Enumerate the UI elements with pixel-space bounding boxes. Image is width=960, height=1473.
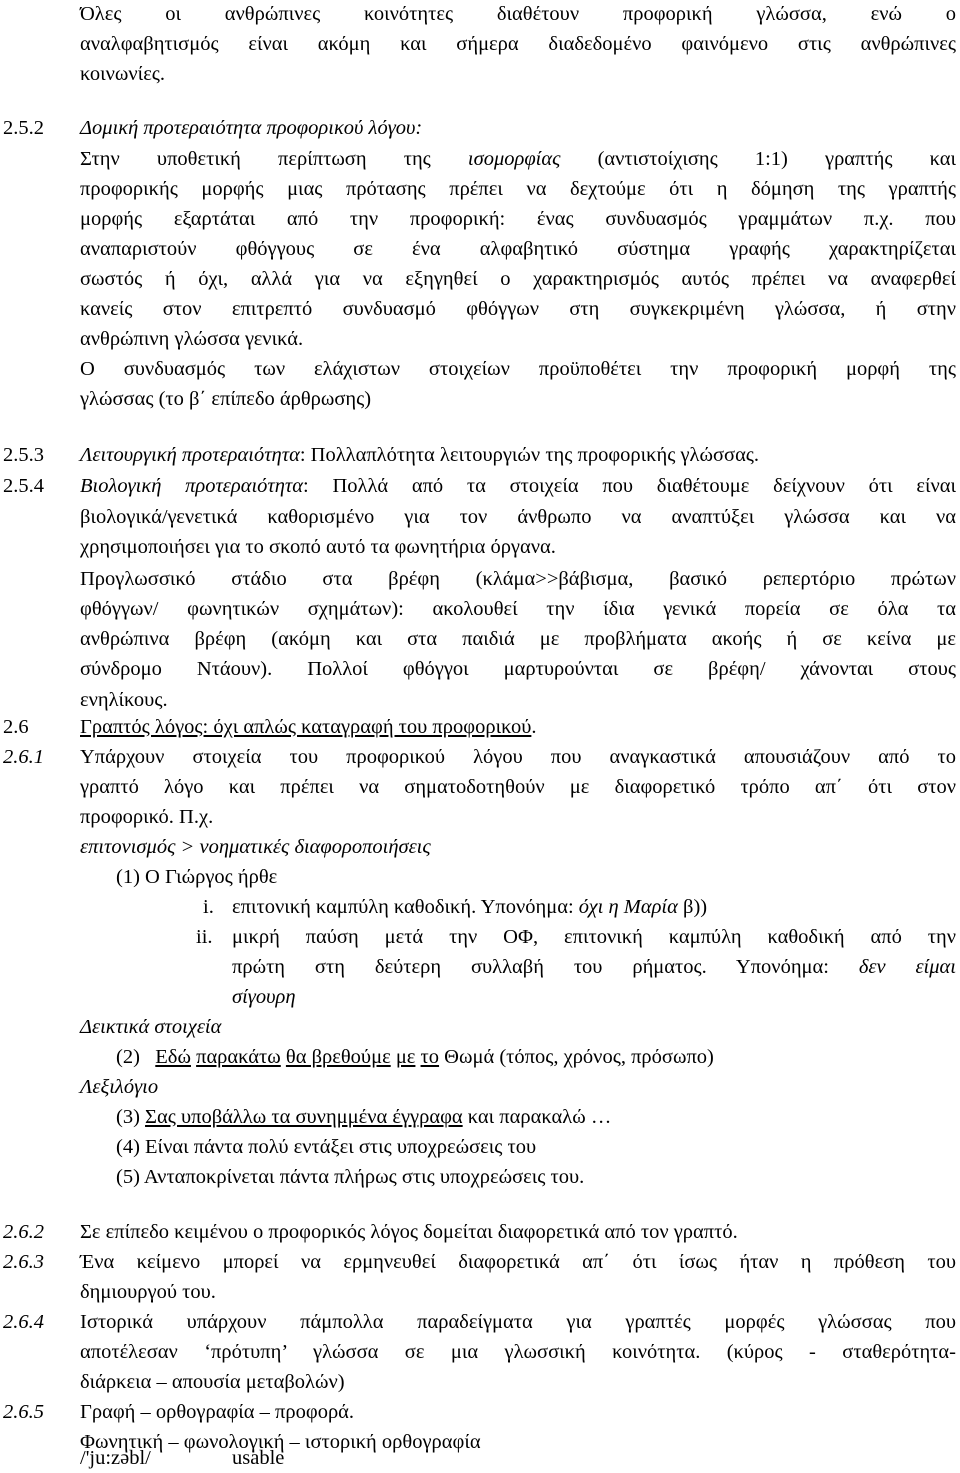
s252-line-4: αναπαριστούν φθόγγους σε ένα αλφαβητικό σύστημα γραφής χαρακτηρίζεται <box>80 238 956 260</box>
s252-line-6: κανείς στον επιτρεπτό συνδυασμό φθόγγων στη συγκεκριμένη γλώσσα, ή στην <box>80 298 956 320</box>
s254-line-3: χρησιμοποιήσει για το σκοπό αυτό τα φωνητήρια όργανα. <box>80 536 556 558</box>
intro-line-3: κοινωνίες. <box>80 63 166 85</box>
section-number-2-6-1: 2.6.1 <box>3 746 44 768</box>
section-number-2-6-4: 2.6.4 <box>3 1311 44 1333</box>
s254-line-8: ενηλίκους. <box>80 689 168 711</box>
deixis-heading: Δεικτικά στοιχεία <box>80 1016 222 1038</box>
s254-line-4: Προγλωσσικό στάδιο στα βρέφη (κλάμα>>βάβισμα, βασικό ρεπερτόριο πρώτων <box>80 568 956 590</box>
s265-line-2: Φωνητική – φωνολογική – ιστορική ορθογραφία <box>80 1431 481 1453</box>
s262-line: Σε επίπεδο κειμένου ο προφορικός λόγος δομείται διαφορετικά από τον γραπτό. <box>80 1221 738 1243</box>
s265-ipa: /'ju:zəbl/ <box>80 1447 151 1469</box>
intro-line-1: Όλες οι ανθρώπινες κοινότητες διαθέτουν προφορική γλώσσα, ενώ ο <box>80 3 956 25</box>
s253-line: Λειτουργική προτεραιότητα: Πολλαπλότητα λειτουργιών της προφορικής γλώσσας. <box>80 444 760 466</box>
section-title-2-6: Γραπτός λόγος: όχι απλώς καταγραφή του προφορικού <box>80 716 532 738</box>
section-number-2-6-5: 2.6.5 <box>3 1401 44 1423</box>
example-1-i-text: επιτονική καμπύλη καθοδική. Υπονόημα: όχι η Μαρία β)) <box>232 896 708 918</box>
example-1-i-number: i. <box>203 896 214 918</box>
section-number-2-6-3: 2.6.3 <box>3 1251 44 1273</box>
example-5: (5) Ανταποκρίνεται πάντα πλήρως στις υποχρεώσεις του. <box>116 1166 585 1188</box>
s263-line-1: Ένα κείμενο μπορεί να ερμηνευθεί διαφορετικά απ΄ ότι ίσως ήταν η πρόθεση του <box>80 1251 956 1273</box>
s26-line: Γραπτός λόγος: όχι απλώς καταγραφή του προφορικού. <box>80 716 537 738</box>
example-4: (4) Είναι πάντα πολύ εντάξει στις υποχρεώσεις του <box>116 1136 537 1158</box>
s252-line-3: μορφής εξαρτάται από την προφορική: ένας συνδυασμός γραμμάτων π.χ. που <box>80 208 956 230</box>
s263-line-2: δημιουργού του. <box>80 1281 216 1303</box>
section-number-2-5-4: 2.5.4 <box>3 475 44 497</box>
s252-line-1: Στην υποθετική περίπτωση της ισομορφίας (αντιστοίχισης 1:1) γραπτής και <box>80 148 956 170</box>
s252-line-8: Ο συνδυασμός των ελάχιστων στοιχείων προϋποθέτει την προφορική μορφή της <box>80 358 956 380</box>
s254-line-2: βιολογικά/γενετικά καθορισμένο για τον άνθρωπο να αναπτύξει γλώσσα και να <box>80 506 956 528</box>
s254-line-5: φθόγγων/ φωνητικών σχημάτων): ακολουθεί την ίδια γενικά πορεία σε όλα τα <box>80 598 956 620</box>
s254-line-7: σύνδρομο Ντάουν). Πολλοί φθόγγοι μαρτυρούνται σε βρέφη/ χάνονται στους <box>80 658 956 680</box>
example-1: (1) Ο Γιώργος ήρθε <box>116 866 278 888</box>
s261-line-4: επιτονισμός > νοηματικές διαφοροποιήσεις <box>80 836 431 858</box>
example-1-ii-line-1: μικρή παύση μετά την ΟΦ, επιτονική καμπύλη καθοδική από την <box>232 926 956 948</box>
section-number-2-6-2: 2.6.2 <box>3 1221 44 1243</box>
section-number-2-6: 2.6 <box>3 716 29 738</box>
s252-line-2: προφορικής μορφής μιας πρότασης πρέπει να δεχτούμε ότι η δόμηση της γραπτής <box>80 178 956 200</box>
section-title-2-5-4: Βιολογική προτεραιότητα <box>80 475 304 497</box>
s252-line-7: ανθρώπινη γλώσσα γενικά. <box>80 328 304 350</box>
s261-line-2: γραπτό λόγο και πρέπει να σηματοδοτηθούν με διαφορετικό τρόπο απ΄ ότι στον <box>80 776 956 798</box>
s264-line-3: διάρκεια – απουσία μεταβολών) <box>80 1371 345 1393</box>
s264-line-1: Ιστορικά υπάρχουν πάμπολλα παραδείγματα για γραπτές μορφές γλώσσας που <box>80 1311 956 1333</box>
lexicon-heading: Λεξιλόγιο <box>80 1076 159 1098</box>
s265-line-1: Γραφή – ορθογραφία – προφορά. <box>80 1401 355 1423</box>
s261-line-3: προφορικό. Π.χ. <box>80 806 214 828</box>
s254-line-1: Βιολογική προτεραιότητα: Πολλά από τα στοιχεία που διαθέτουμε δείχνουν ότι είναι <box>80 475 956 497</box>
s264-line-2: αποτέλεσαν ‘πρότυπη’ γλώσσα σε μια γλωσσική κοινότητα. (κύρος - σταθερότητα- <box>80 1341 956 1363</box>
s265-word: usable <box>232 1447 285 1469</box>
section-number-2-5-2: 2.5.2 <box>3 117 44 139</box>
example-3: (3) Σας υποβάλλω τα συνημμένα έγγραφα και παρακαλώ … <box>116 1106 612 1128</box>
s252-line-5: σωστός ή όχι, αλλά για να εξηγηθεί ο χαρακτηρισμός αυτός πρέπει να αναφερθεί <box>80 268 956 290</box>
example-1-ii-line-3: σίγουρη <box>232 986 296 1008</box>
s261-line-1: Υπάρχουν στοιχεία του προφορικού λόγου που αναγκαστικά απουσιάζουν από το <box>80 746 956 768</box>
example-1-ii-line-2: πρώτη στη δεύτερη συλλαβή του ρήματος. Υπονόημα: δεν είμαι <box>232 956 956 978</box>
section-title-2-5-2: Δομική προτεραιότητα προφορικού λόγου: <box>80 117 423 139</box>
section-title-2-5-3: Λειτουργική προτεραιότητα <box>80 444 300 466</box>
s254-line-6: ανθρώπινα βρέφη (ακόμη και στα παιδιά με προβλήματα ακοής ή σε κείνα με <box>80 628 956 650</box>
example-2: (2) Εδώ παρακάτω θα βρεθούμε με το Θωμά (τόπος, χρόνος, πρόσωπο) <box>116 1046 714 1068</box>
s252-line-9: γλώσσας (το β΄ επίπεδο άρθρωσης) <box>80 388 372 410</box>
intro-line-2: αναλφαβητισμός είναι ακόμη και σήμερα διαδεδομένο φαινόμενο στις ανθρώπινες <box>80 33 956 55</box>
example-1-ii-number: ii. <box>196 926 213 948</box>
section-number-2-5-3: 2.5.3 <box>3 444 44 466</box>
